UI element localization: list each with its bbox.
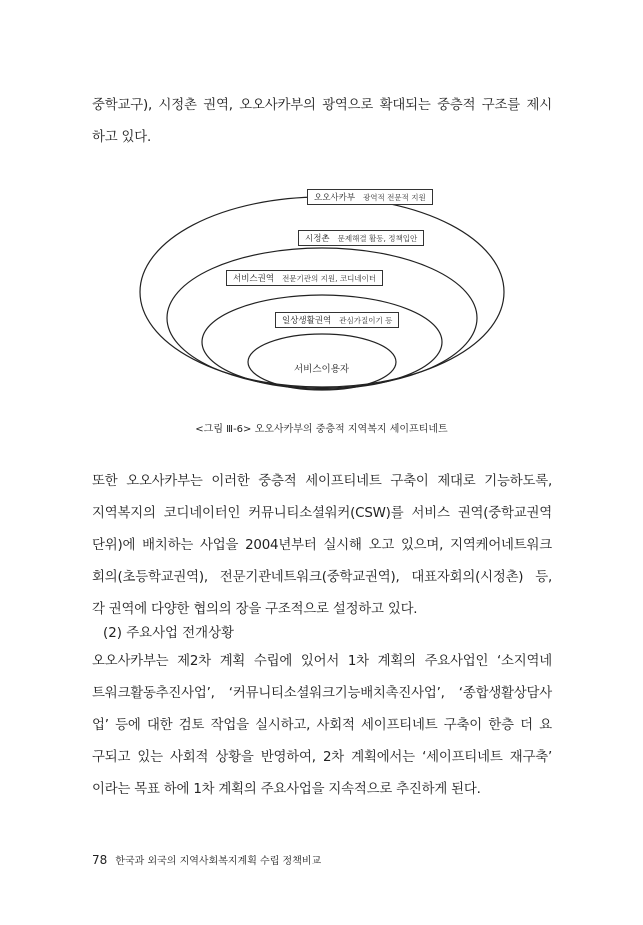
label-name: 시정촌 [305, 234, 330, 244]
label-name: 일상생활권역 [282, 316, 332, 326]
service-area-label [226, 270, 383, 286]
figure-caption: <그림 Ⅲ-6> 오오사카부의 중층적 지역복지 세이프티네트 [195, 424, 448, 435]
section-subheading: (2) 주요사업 전개상황 [103, 626, 234, 641]
page-number: 78 [92, 853, 108, 867]
label-desc: 문제해결 활동, 정책입안 [337, 234, 418, 243]
daily-area-label [275, 312, 399, 328]
text-line: 단위)에 배치하는 사업을 2004년부터 실시해 오고 있으며, 지역케어네트워크 [92, 538, 552, 553]
label-name: 서비스권역 [233, 274, 275, 284]
label-desc: 관심가질이기 등 [339, 316, 393, 325]
text-line: 구되고 있는 사회적 상황을 반영하여, 2차 계획에서는 ‘세이프티네트 재구축’ [92, 750, 552, 765]
label-desc: 광역적 전문적 지원 [363, 193, 426, 202]
text-line: 오오사카부는 제2차 계획 수립에 있어서 1차 계획의 주요사업인 ‘소지역네 [92, 654, 552, 669]
text-line: 중학교구), 시정촌 권역, 오오사카부의 광역으로 확대되는 중층적 구조를 제시 [92, 98, 552, 113]
text-line: 이라는 목표 하에 1차 계획의 주요사업을 지속적으로 추진하게 된다. [92, 782, 481, 797]
text-line: 하고 있다. [92, 130, 152, 145]
text-line: 각 권역에 다양한 협의의 장을 구조적으로 설정하고 있다. [92, 602, 418, 617]
running-title: 한국과 외국의 지역사회복지계획 수립 정책비교 [115, 856, 322, 867]
text-line: 트워크활동추진사업’, ‘커뮤니티소셜워크기능배치촉진사업’, ‘종합생활상담사 [92, 686, 552, 701]
prefecture-label [307, 189, 433, 205]
text-line: 또한 오오사카부는 이러한 중층적 세이프티네트 구축이 제대로 기능하도록, [92, 474, 552, 489]
body-paragraph [92, 466, 552, 626]
page-footer [92, 852, 321, 867]
second-paragraph [92, 646, 552, 806]
municipal-label [298, 230, 424, 246]
text-line: 회의(초등학교권역), 전문기관네트워크(중학교권역), 대표자회의(시정촌) 등, [92, 570, 552, 585]
center-label: 서비스이용자 [294, 364, 350, 375]
label-desc: 전문기관의 지원, 코디네이터 [282, 274, 377, 283]
text-line: 지역복지의 코디네이터인 커뮤니티소셜워커(CSW)를 서비스 권역(중학교권역 [92, 506, 552, 521]
label-name: 오오사카부 [314, 193, 356, 203]
text-line: 업’ 등에 대한 검토 작업을 실시하고, 사회적 세이프티네트 구축이 한층 더 요 [92, 718, 552, 733]
